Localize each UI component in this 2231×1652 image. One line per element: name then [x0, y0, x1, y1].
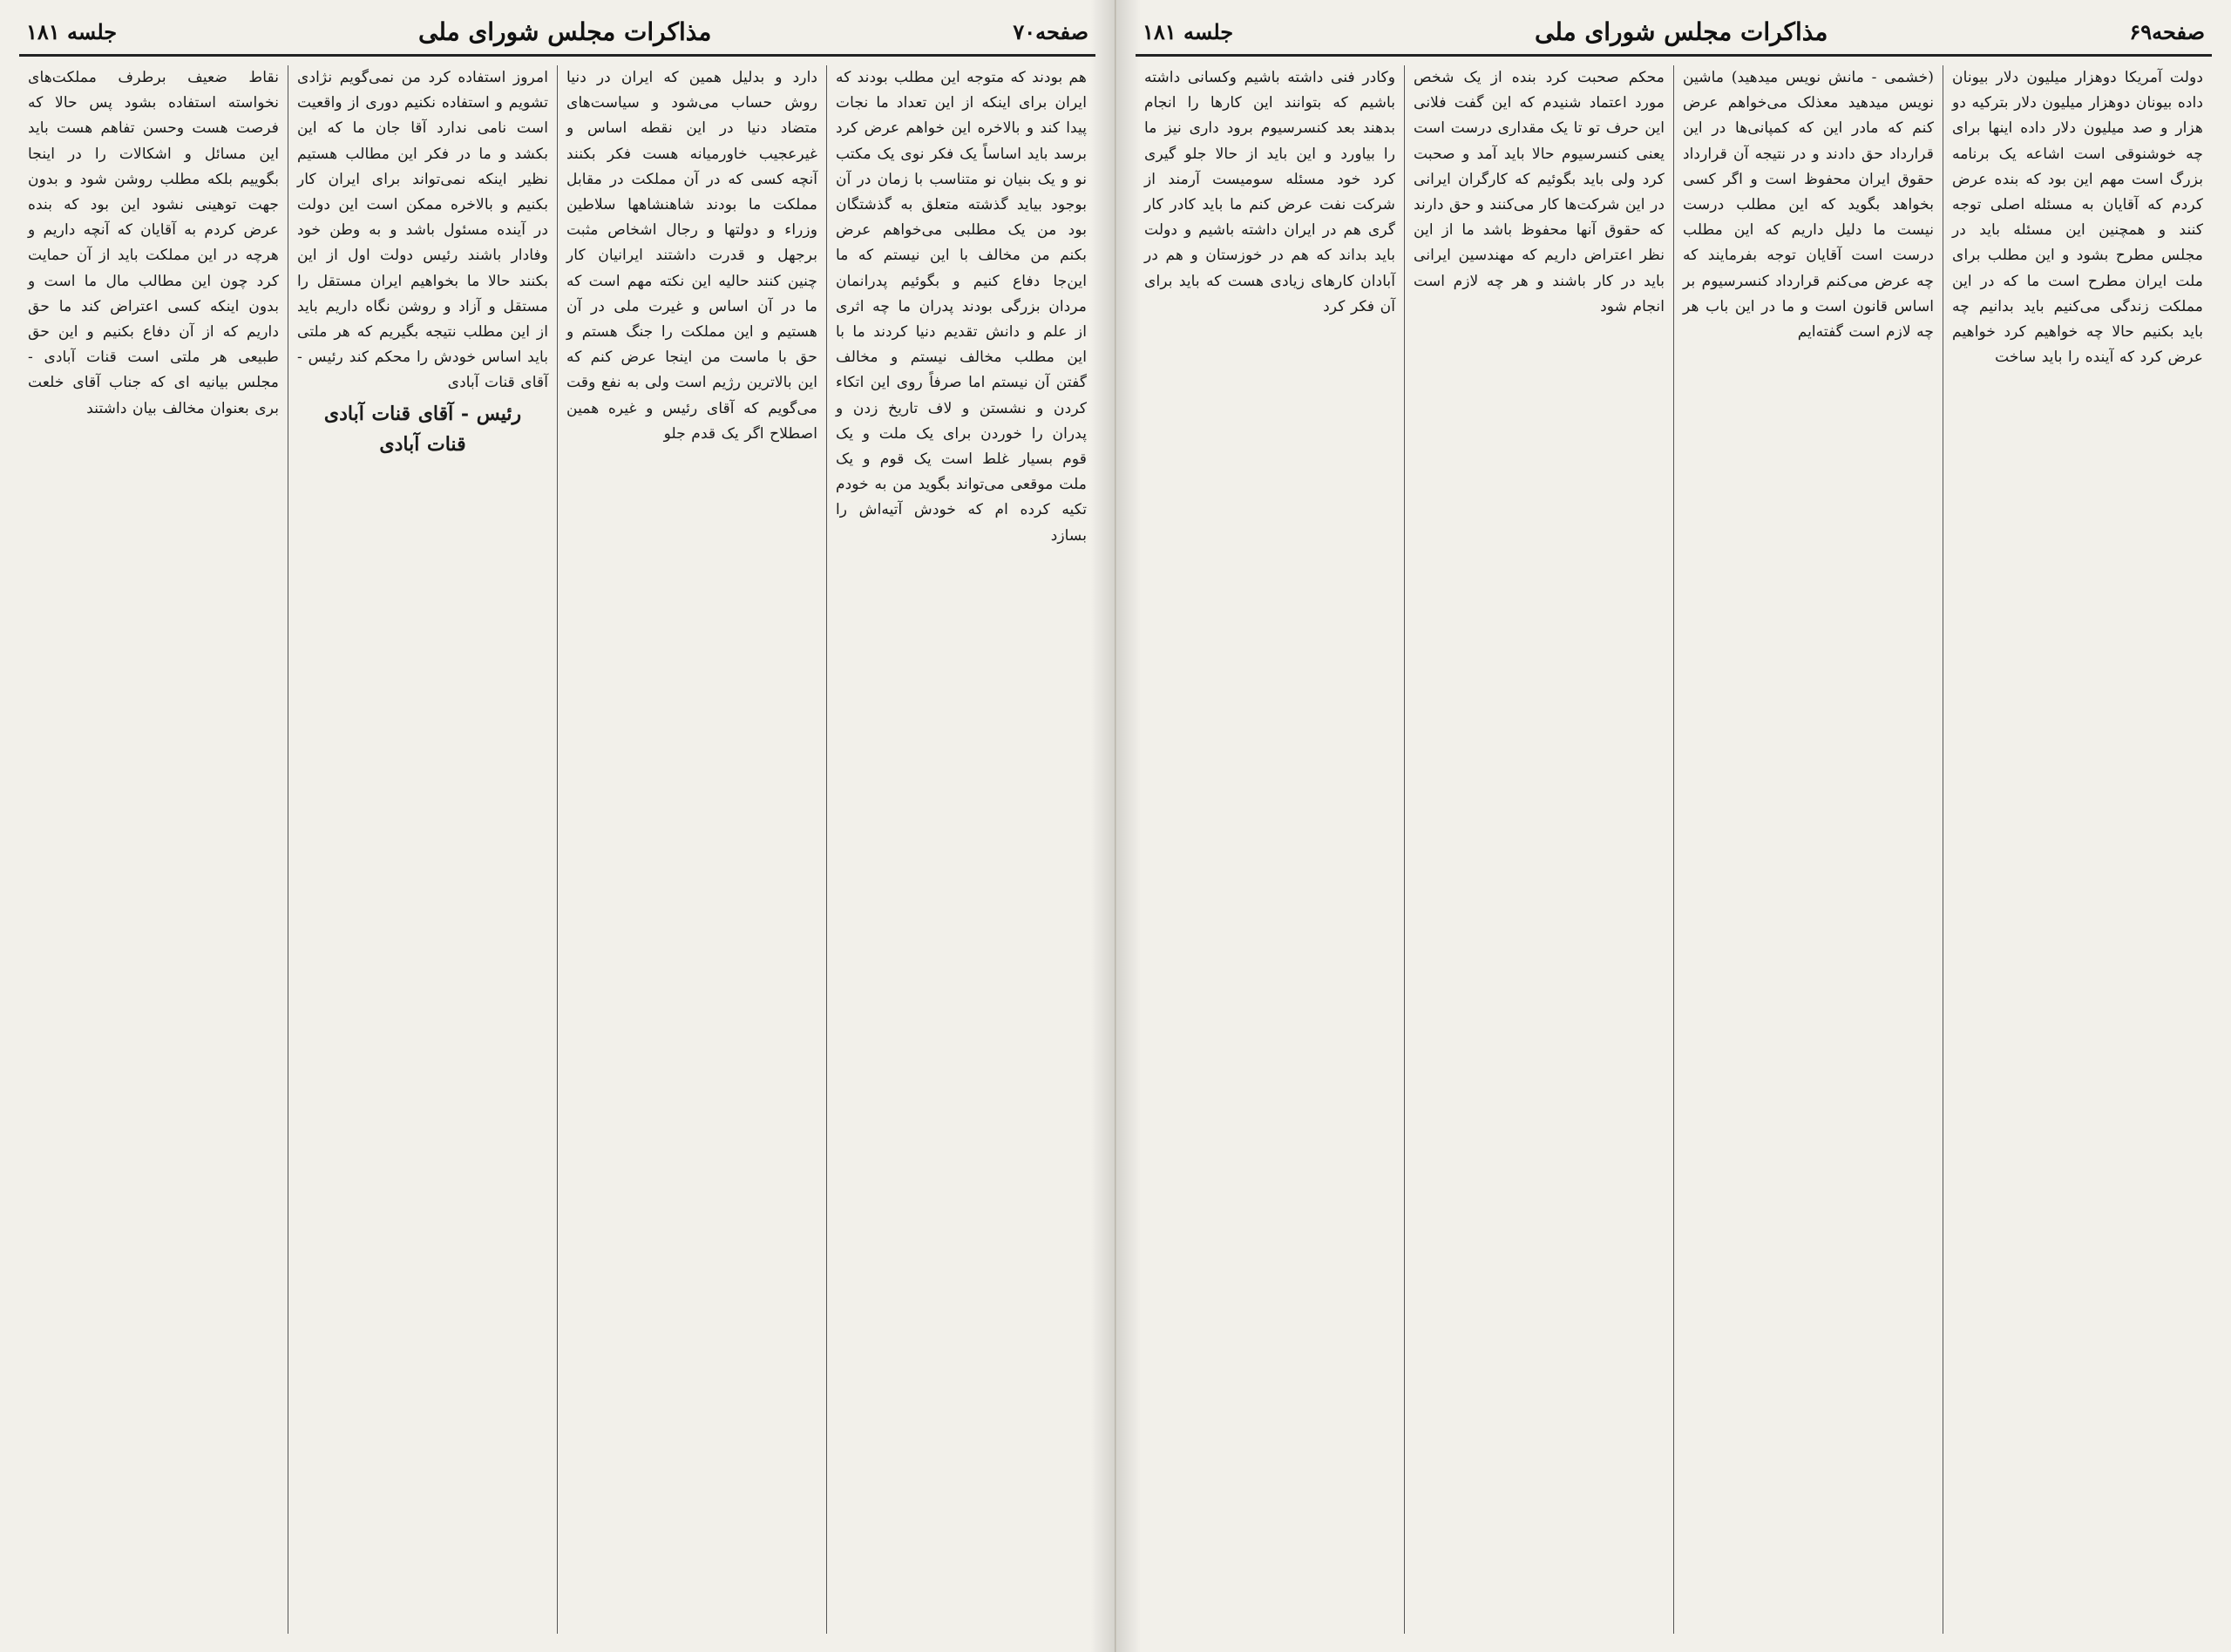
page-header	[19, 12, 1095, 51]
text-columns	[1136, 65, 2212, 1634]
text-column	[19, 65, 288, 1634]
page-number: صفحه۷۰	[1013, 18, 1088, 44]
speaker-subhead: قنات آبادی	[379, 432, 466, 456]
header-rule	[19, 54, 1095, 57]
text-column	[1136, 65, 1405, 1634]
text-column	[558, 65, 827, 1634]
session-label: جلسه ۱۸۱	[1143, 18, 1234, 44]
text-column	[1674, 65, 1943, 1634]
right-page	[1116, 0, 2231, 1652]
column-text: نقاط ضعیف برطرف مملکت‌های نخواسته استفاده بشود پس حالا که فرصت هست وحسن تفاهم هست باید این مسائل و اشکالات را در اینجا بگوییم بلکه مطلب روشن شود و بدون جهت توهینی نشود این بود که بنده عرض کردم به آقایان که آنچه داریم و هرچه در این مملکت باید از آن حمایت کرد چون این مطالب مال ما است و بدون اینکه کسی اعتراض کند ما حق داریم که از آن دفاع بکنیم و این حق طبیعی هر ملتی است قنات آبادی - مجلس بیانیه ای که جناب آقای خلعت بری بعنوان مخالف بیان داشتند	[28, 69, 279, 417]
text-column	[827, 65, 1095, 1634]
column-text: وکادر فنی داشته باشیم وکسانی داشته باشیم که بتوانند این کارها را انجام بدهند بعد کنسرسیوم برود داری نیز ما را بیاورد و این باید از حالا جلو گیری کرد خود مسئله سومیست آرمند از شرکت نفت عرض کنم ما باید کادر کار گری هم در ایران داشته باشیم و دولت باید بداند که هم در خوزستان و هم در آبادان کارهای زیادی هست که باید برای آن فکر کرد	[1144, 69, 1395, 315]
column-text: (خشمی - مانش نویس میدهید) ماشین نویس میدهید معذلک می‌خواهم عرض کنم که مادر این که کمپانی‌ها در این قرارداد حق دادند و در نتیجه آن قرارداد حقوق ایران محفوظ است و اگر کسی بخواهد بگوید که این مطلب درست نیست ما دلیل داریم که این مطلب درست است آقایان توجه بفرمایند که چه عرض می‌کنم قرارداد کنسرسیوم بر اساس قانون است و ما در این باب هر چه لازم است گفته‌ایم	[1683, 69, 1934, 342]
column-text: هم بودند که متوجه این مطلب بودند که ایران برای اینکه از این تعداد ما نجات پیدا کند و بالاخره این خواهم عرض کرد برسد باید اساساً یک فکر نوی یک مکتب نو و یک بنیان نو متناسب با زمان در آن بوجود بیاید گذشته متعلق به گذشتگان بود من یک مطلبی می‌خواهم عرض بکنم من مخالف با این نیستم که ما این‌جا دفاع کنیم و بگوئیم پدرانمان مردان بزرگی بودند پدران ما چه اثری از علم و دانش تقدیم دنیا کردند ما با این مطلب مخالف نیستم و مخالف گفتن آن نیستم اما صرفاً روی این اتکاء کردن و نشستن و لاف تاریخ زدن و پدران را خوردن برای یک ملت و یک قوم بسیار غلط است یک قوم و یک ملت موقعی می‌تواند بگوید من به خودم تکیه کرده ام که خودش آتیه‌اش را بسازد	[836, 69, 1087, 545]
page-number: صفحه۶۹	[2129, 18, 2205, 44]
column-text: محکم صحبت کرد بنده از یک شخص مورد اعتماد شنیدم که این گفت فلانی این حرف تو تا یک مقداری درست است یعنی کنسرسیوم حالا باید آمد و صحبت کرد ولی باید بگوئیم که کارگران ایرانی در این شرکت‌ها کار می‌کنند و حق دارند که حقوق آنها محفوظ باشد ما از این نظر اعتراض داریم که مهندسین ایرانی باید در کار باشند و هر چه لازم است انجام شود	[1414, 69, 1665, 315]
header-rule	[1136, 54, 2212, 57]
page-header	[1136, 12, 2212, 51]
text-columns	[19, 65, 1095, 1634]
session-label: جلسه ۱۸۱	[26, 18, 118, 44]
text-column	[288, 65, 558, 1634]
page-title: مذاکرات مجلس شورای ملی	[418, 17, 712, 46]
speaker-subhead: رئیس - آقای قنات آبادی	[323, 402, 522, 425]
gutter-shadow	[1090, 0, 1115, 1652]
column-text: امروز استفاده کرد من نمی‌گویم نژادی تشویم و استفاده نکنیم دوری از واقعیت است نامی ندارد آقا جان ما که این بکشد و ما در فکر این مطالب هستیم نظیر اینکه نمی‌تواند برای ایران کار بکنیم و بالاخره ممکن است این دولت در آینده مسئول باشد و به وطن خود وفادار باشند رئیس دولت اول از این بکنند حالا ما بخواهیم ایران مستقل را مستقل و آزاد و روشن نگاه داریم باید از این مطلب نتیجه بگیریم که هر ملتی باید اساس خودش را محکم کند رئیس - آقای قنات آبادی	[297, 69, 548, 392]
text-column	[1405, 65, 1674, 1634]
column-text: دارد و بدلیل همین که ایران در دنیا روش حساب می‌شود و سیاست‌های متضاد دنیا در این نقطه اساس و غیرعجیب خاورمیانه هست فکر بکنند آنچه کسی که در آن مملکت در مقابل مملکت ما بودند شاهنشاهها سلاطین وزراء و دولتها و رجال اشخاص مثبت برجهل و قدرت داشتند ایرانیان کار چنین کنند حالیه این نکته مهم است که ما در آن اساس و غیرت ملی در آن هستیم و این مملکت را جنگ هستم و حق با ماست من اینجا عرض کنم که این بالاترین رژیم است ولی به نفع وقت می‌گویم که آقای رئیس و غیره همین اصطلاح اگر یک قدم جلو	[566, 69, 817, 443]
gutter-shadow	[1116, 0, 1141, 1652]
column-text: دولت آمریکا دوهزار میلیون دلار بیونان داده بیونان دوهزار میلیون دلار بترکیه دو هزار و صد میلیون دلار داده اینها برای چه خوشنوقی است اشاعه یک برنامه بزرگ است مهم این بود که بنده عرض کردم که آقایان به مسئله اصلی توجه کنند و همچنین این مسئله باید در مجلس مطرح بشود و این مطلب برای ملت ایران مطرح است ما که در این مملکت زندگی می‌کنیم باید بدانیم چه باید بکنیم حالا چه خواهیم کرد خواهیم عرض کرد که آینده را باید ساخت	[1952, 69, 2203, 367]
text-column	[1943, 65, 2212, 1634]
page-title: مذاکرات مجلس شورای ملی	[1535, 17, 1828, 46]
